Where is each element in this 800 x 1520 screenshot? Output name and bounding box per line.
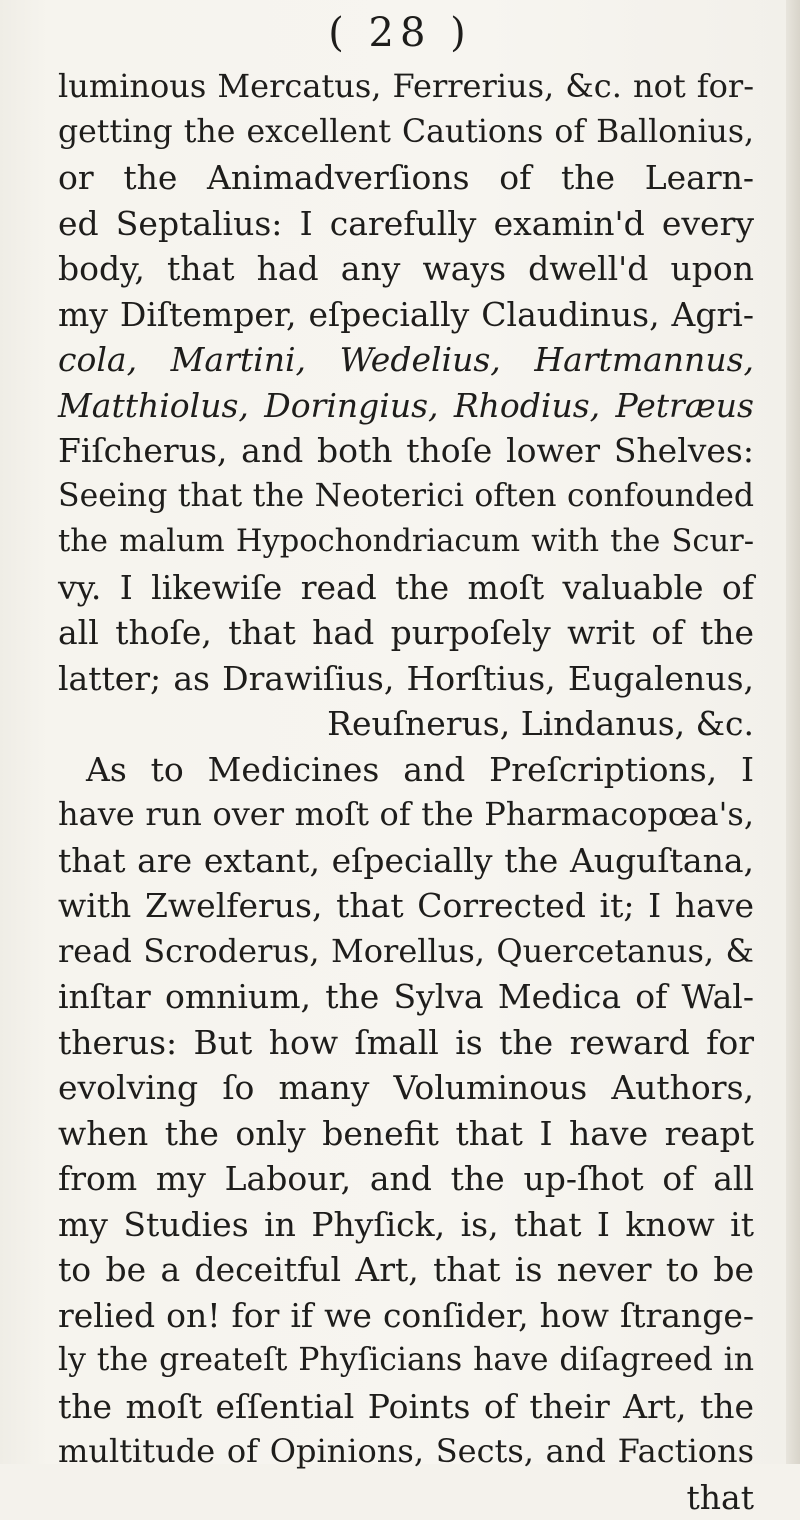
text-line: vy. I likewiſe read the moſt valuable of bbox=[58, 565, 754, 611]
text-line: my Studies in Phyſick, is, that I know it bbox=[58, 1202, 754, 1248]
text-line: latter; as Drawiſius, Horſtius, Eugalenus, bbox=[58, 656, 754, 702]
text-line: the moſt eſſential Points of their Art, the bbox=[58, 1384, 754, 1430]
text-line: Seeing that the Neoterici often confounded bbox=[58, 474, 754, 520]
text-line: cola, Martini, Wedelius, Hartmannus, bbox=[58, 337, 754, 383]
text-line: with Zwelferus, that Corrected it; I have bbox=[58, 883, 754, 929]
text-line: multitude of Opinions, Sects, and Factions bbox=[58, 1429, 754, 1475]
text-line: Matthiolus, Doringius, Rhodius, Petræus bbox=[58, 383, 754, 429]
text-line: read Scroderus, Morellus, Quercetanus, & bbox=[58, 929, 754, 975]
text-line: body, that had any ways dwell'd upon bbox=[58, 246, 754, 292]
text-line: have run over moſt of the Pharmacopœa's, bbox=[58, 792, 754, 838]
text-line: luminous Mercatus, Ferrerius, &c. not for- bbox=[58, 64, 754, 110]
text-line: As to Medicines and Preſcriptions, I bbox=[58, 747, 754, 793]
text-line: ly the greateſt Phyſicians have diſagreed in bbox=[58, 1338, 754, 1384]
body-text bbox=[58, 64, 754, 1520]
text-line: therus: But how ſmall is the reward for bbox=[58, 1020, 754, 1066]
text-line: from my Labour, and the up-ſhot of all bbox=[58, 1156, 754, 1202]
text-line: evolving ſo many Voluminous Authors, bbox=[58, 1065, 754, 1111]
text-line: ed Septalius: I carefully examin'd every bbox=[58, 201, 754, 247]
text-line: or the Animadverſions of the Learn- bbox=[58, 155, 754, 201]
text-line: when the only benefit that I have reapt bbox=[58, 1111, 754, 1157]
text-line: all thoſe, that had purpoſely writ of the bbox=[58, 610, 754, 656]
page-number: ( 28 ) bbox=[0, 10, 800, 56]
text-line: getting the excellent Cautions of Ballonius, bbox=[58, 110, 754, 156]
text-line: that are extant, eſpecially the Auguſtana, bbox=[58, 838, 754, 884]
text-line: to be a deceitful Art, that is never to be bbox=[58, 1247, 754, 1293]
text-line: Fiſcherus, and both thoſe lower Shelves: bbox=[58, 428, 754, 474]
text-line: relied on! for if we conſider, how ſtrange- bbox=[58, 1293, 754, 1339]
page-edge bbox=[786, 0, 800, 1464]
text-line: my Diſtemper, eſpecially Claudinus, Agri- bbox=[58, 292, 754, 338]
text-line: inſtar omnium, the Sylva Medica of Wal- bbox=[58, 974, 754, 1020]
catchword: that bbox=[58, 1475, 754, 1520]
text-line: Reuſnerus, Lindanus, &c. bbox=[58, 701, 754, 747]
text-line: the malum Hypochondriacum with the Scur- bbox=[58, 519, 754, 565]
